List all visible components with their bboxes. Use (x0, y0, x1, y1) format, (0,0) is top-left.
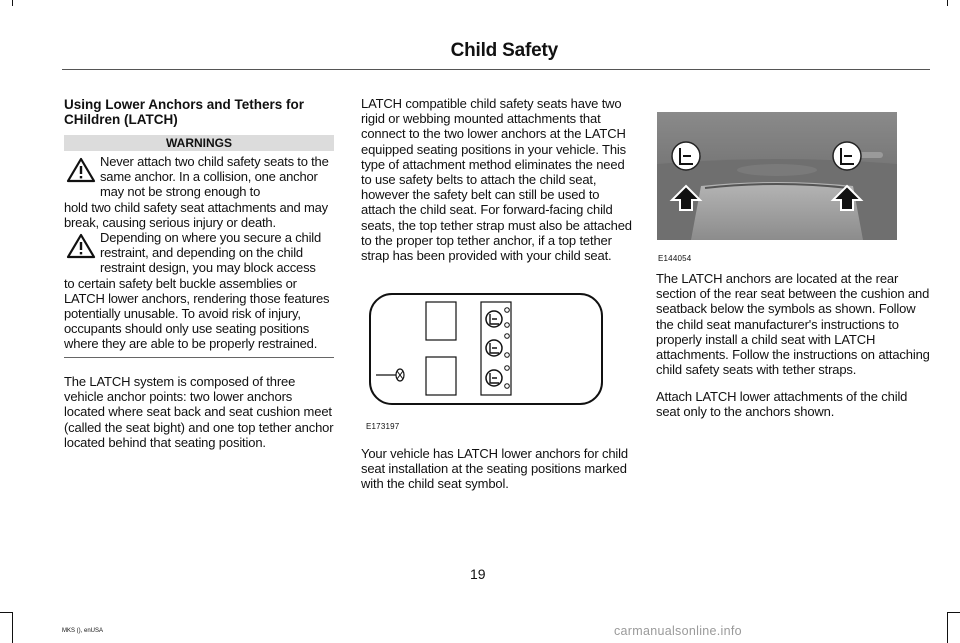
figure-id: E144054 (658, 254, 692, 263)
crop-mark (947, 0, 948, 6)
crop-mark (947, 612, 960, 613)
watermark: carmanualsonline.info (614, 624, 742, 638)
warnings-end-divider (64, 357, 334, 358)
anchor-location-photo (657, 112, 897, 240)
page-number: 19 (470, 566, 486, 582)
seat-layout-diagram (368, 292, 604, 406)
child-seat-symbol (672, 142, 700, 170)
crop-mark (12, 612, 13, 643)
crop-mark (12, 0, 13, 6)
body-paragraph: The LATCH anchors are located at the rear section of the rear seat between the cushion and seatback below the symbols as shown. Follow the child seat manufacturer's instructions to properly install a child seat with LATCH attachments. Follow the instructions on attaching child safety seats with tether straps. (656, 271, 930, 378)
crop-mark (0, 612, 12, 613)
warning-tail: hold two child safety seat attachments and may break, causing serious injury or death. (64, 199, 328, 230)
child-seat-symbol (486, 340, 502, 356)
body-paragraph: LATCH compatible child safety seats have two rigid or webbing mounted attachments that connect to the two lower anchors at the LATCH equipped seating positions in your vehicle. This type of attachment method eliminates the need to use safety belts to attach the child seat, however the safety belt can still be used to attach the child seat. For forward-facing child seats, the top tether strap must also be attached to the proper top tether anchor, if a top tether strap has been provided with your child seat. (361, 96, 632, 264)
footer-model: MKS (), enUSA (62, 628, 104, 634)
section-heading: Using Lower Anchors and Tethers for CHildren (LATCH) (64, 97, 305, 127)
warning-lead: Depending on where you secure a child restraint, and depending on the child restraint design, you may block access (100, 230, 321, 276)
child-seat-symbol (486, 311, 502, 327)
crop-mark (947, 612, 948, 643)
warning-text (64, 230, 336, 352)
child-seat-symbol (486, 370, 502, 386)
page-title: Child Safety (450, 40, 558, 61)
figure-id: E173197 (366, 422, 400, 431)
header-divider (62, 69, 930, 70)
warnings-banner: WARNINGS (64, 135, 334, 151)
body-paragraph: Attach LATCH lower attachments of the child seat only to the anchors shown. (656, 389, 908, 420)
warning-lead: Never attach two child safety seats to the same anchor. In a collision, one anchor may not be strong enough to (100, 154, 329, 200)
warning-tail: to certain safety belt buckle assemblies or LATCH lower anchors, rendering those features potentially unusable. To avoid risk of injury, occupants should only use seating positions where they are able to be properly restrained. (64, 275, 330, 352)
warning-text (64, 154, 336, 230)
figure-caption: Your vehicle has LATCH lower anchors for child seat installation at the seating positions marked with the child seat symbol. (361, 446, 628, 492)
child-seat-symbol (833, 142, 861, 170)
body-paragraph: The LATCH system is composed of three vehicle anchor points: two lower anchors located where seat back and seat cushion meet (called the seat bight) and one top tether anchor located behind that seating position. (64, 374, 334, 450)
